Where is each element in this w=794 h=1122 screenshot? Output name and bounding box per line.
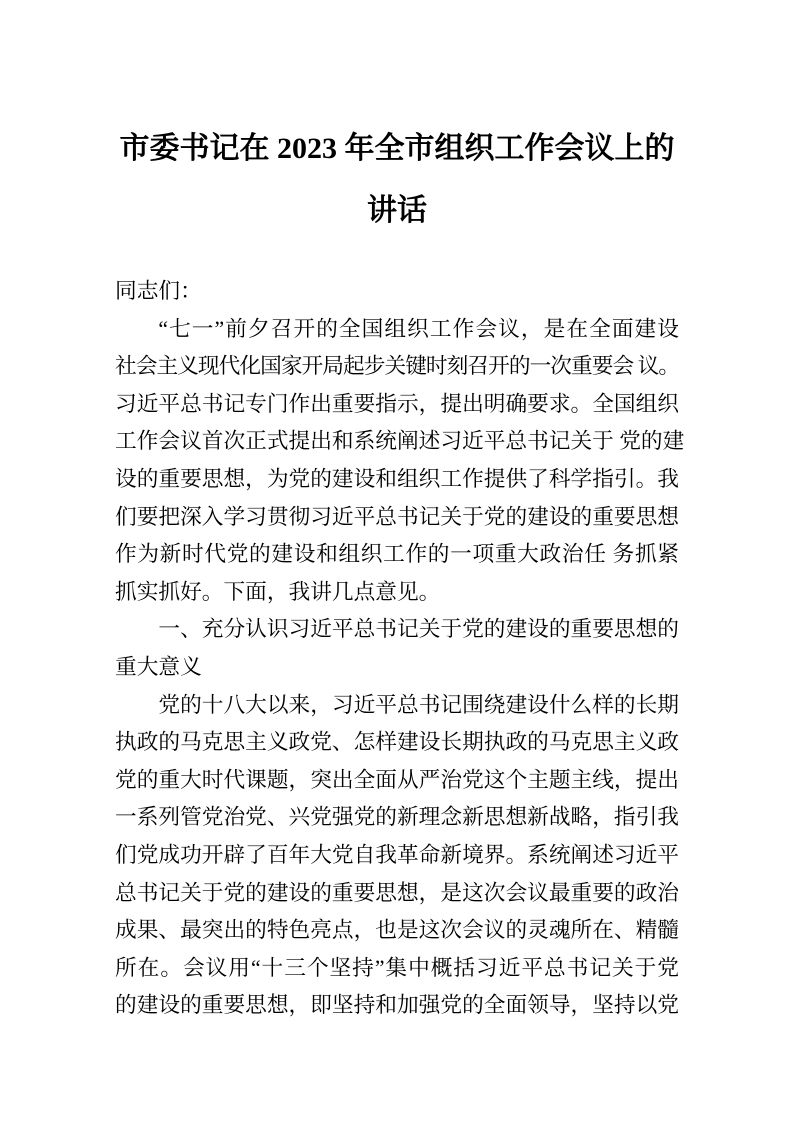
paragraph-body-1 [115, 311, 685, 612]
text-line: 一、充分认识习近平总书记关于党的建设的重要思想的 [158, 617, 679, 642]
paragraph-body-3 [115, 687, 679, 1025]
text-line: 执政的马克思主义政党、怎样建设长期执政的马克思主义政 [115, 730, 679, 755]
text-line: 党的重大时代课题，突出全面从严治党这个主题主线，提出 [115, 767, 679, 792]
title-line-2: 讲话 [367, 194, 427, 227]
paragraph-salutation-0 [115, 273, 679, 311]
text-line: 抓实抓好。下面，我讲几点意见。 [115, 579, 441, 604]
text-line: 习近平总书记专门作出重要指示，提出明确要求。全国组织 [115, 391, 679, 416]
text-line: 作为新时代党的建设和组织工作的一项重大政治任 务抓紧 [115, 542, 679, 567]
title-line-1: 市委书记在 2023 年全市组织工作会议上的 [119, 132, 675, 165]
text-line: 们要把深入学习贯彻习近平总书记关于党的建设的重要思想 [115, 504, 679, 529]
text-line: 党的十八大以来，习近平总书记围绕建设什么样的长期 [158, 692, 679, 717]
text-line: 工作会议首次正式提出和系统阐述习近平总书记关于 党的建 [115, 429, 685, 454]
text-line: “七一”前夕召开的全国组织工作会议，是在全面建设 [158, 316, 679, 341]
text-line: 的建设的重要思想，即坚持和加强党的全面领导，坚持以党 [115, 993, 679, 1018]
text-line: 一系列管党治党、兴党强党的新理念新思想新战略，指引我 [115, 805, 679, 830]
text-line: 总书记关于党的建设的重要思想，是这次会议最重要的政治 [115, 880, 679, 905]
document-body [115, 273, 685, 1025]
text-line: 设的重要思想，为党的建设和组织工作提供了科学指引。我 [115, 466, 679, 491]
text-line: 所在。会议用“十三个坚持”集中概括习近平总书记关于党 [115, 955, 679, 980]
document-title [115, 118, 679, 242]
paragraph-heading-2 [115, 611, 679, 686]
text-line: 们党成功开辟了百年大党自我革命新境界。系统阐述习近平 [115, 842, 679, 867]
text-line: 同志们： [115, 279, 202, 303]
text-line: 重大意义 [115, 654, 202, 679]
text-line: 社会主义现代化国家开局起步关键时刻召开的一次重要会 议。 [115, 354, 679, 379]
text-line: 成果、最突出的特色亮点，也是这次会议的灵魂所在、精髓 [115, 918, 679, 943]
